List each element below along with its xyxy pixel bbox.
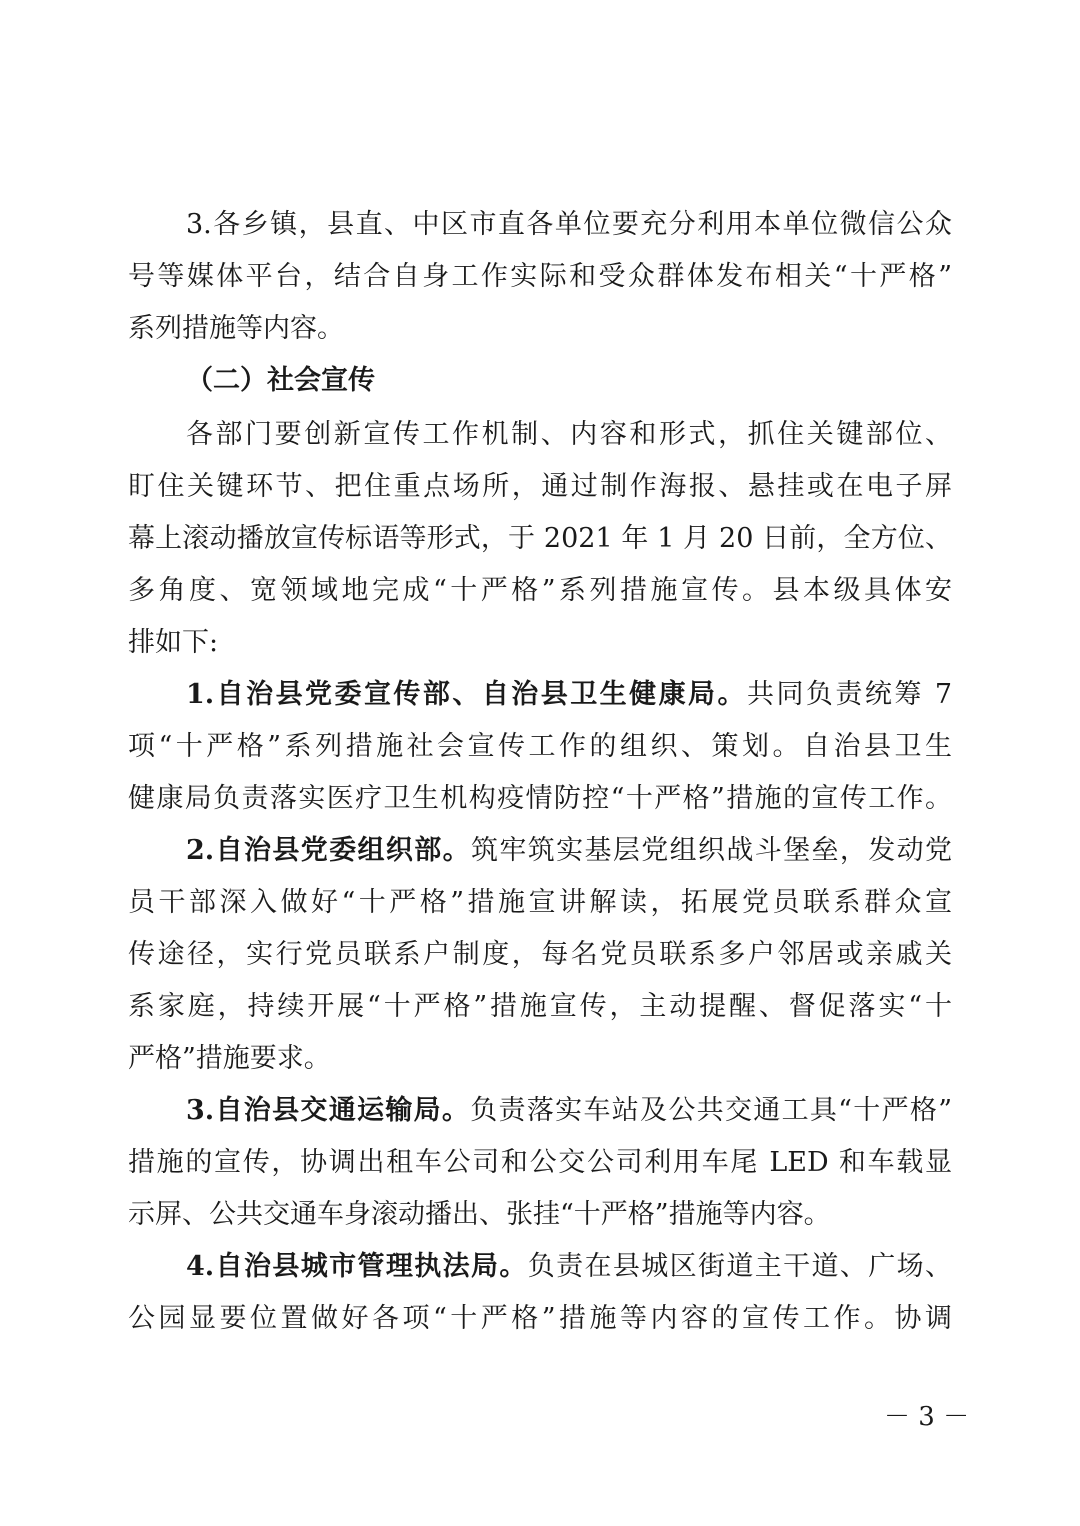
paragraph-line: 健康局负责落实医疗卫生机构疫情防控“十严格”措施的宣传工作。 <box>128 783 952 814</box>
item-text: 负责在县城区街道主干道、广场、 <box>527 1251 952 1282</box>
page-number: － 3 － <box>884 1402 970 1432</box>
item-heading: 2.自治县党委组织部。 <box>186 835 471 866</box>
paragraph-line: 各部门要创新宣传工作机制、内容和形式，抓住关键部位、 <box>186 419 952 450</box>
paragraph-line: 盯住关键环节、把住重点场所，通过制作海报、悬挂或在电子屏 <box>128 471 952 502</box>
paragraph-line: 3.各乡镇，县直、中区市直各单位要充分利用本单位微信公众 <box>186 209 952 240</box>
paragraph-line: 多角度、宽领域地完成“十严格”系列措施宣传。县本级具体安 <box>128 575 952 606</box>
item-heading: 4.自治县城市管理执法局。 <box>186 1251 528 1282</box>
item-first-line <box>186 834 952 868</box>
paragraph-line: 号等媒体平台，结合自身工作实际和受众群体发布相关“十严格” <box>128 261 952 292</box>
item-first-line <box>186 678 952 712</box>
item-heading: 3.自治县交通运输局。 <box>186 1095 471 1126</box>
paragraph-line: 严格”措施要求。 <box>128 1043 331 1074</box>
item-text: 筑牢筑实基层党组织战斗堡垒，发动党 <box>470 835 952 866</box>
paragraph-line: 传途径，实行党员联系户制度，每名党员联系多户邻居或亲戚关 <box>128 939 952 970</box>
paragraph-line: 系列措施等内容。 <box>128 313 344 344</box>
paragraph-line: 排如下: <box>128 627 219 658</box>
paragraph-line: 措施的宣传，协调出租车公司和公交公司利用车尾 LED 和车载显 <box>128 1147 952 1178</box>
item-text: 共同负责统筹 7 <box>747 679 952 710</box>
item-text: 负责落实车站及公共交通工具“十严格” <box>470 1095 952 1126</box>
section-heading: （二）社会宣传 <box>186 365 375 396</box>
paragraph-line: 项“十严格”系列措施社会宣传工作的组织、策划。自治县卫生 <box>128 731 952 762</box>
item-first-line <box>186 1250 952 1284</box>
paragraph-line: 员干部深入做好“十严格”措施宣讲解读，拓展党员联系群众宣 <box>128 887 952 918</box>
item-heading: 1.自治县党委宣传部、自治县卫生健康局。 <box>186 679 747 710</box>
paragraph-line: 系家庭，持续开展“十严格”措施宣传，主动提醒、督促落实“十 <box>128 991 952 1022</box>
paragraph-line: 公园显要位置做好各项“十严格”措施等内容的宣传工作。协调 <box>128 1303 952 1334</box>
paragraph-line: 示屏、公共交通车身滚动播出、张挂“十严格”措施等内容。 <box>128 1199 831 1230</box>
item-first-line <box>186 1094 952 1128</box>
paragraph-line: 幕上滚动播放宣传标语等形式，于 2021 年 1 月 20 日前，全方位、 <box>128 523 952 554</box>
